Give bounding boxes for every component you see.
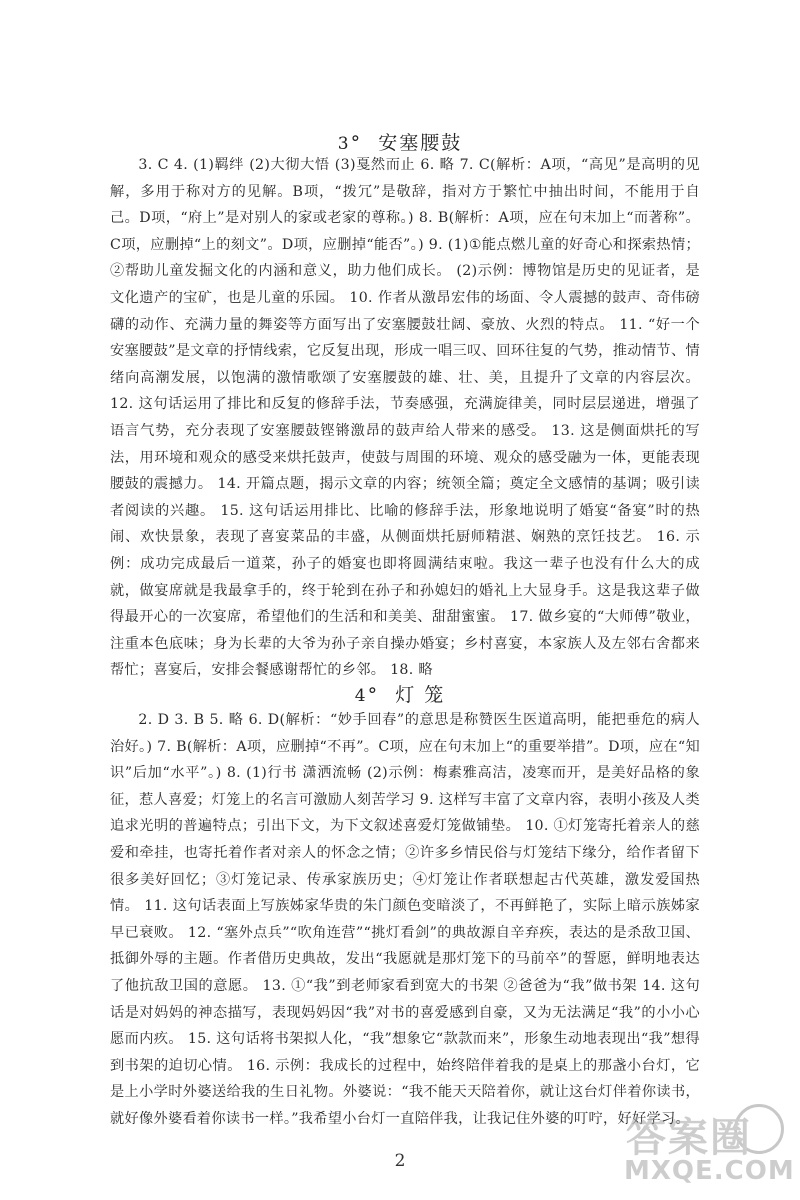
- section-3-title-text: 安塞腰鼓: [378, 132, 463, 154]
- watermark-url: MXQE.COM: [624, 1156, 795, 1186]
- section-3-title: 3° 安塞腰鼓: [337, 132, 463, 154]
- section-4-number: 4: [354, 686, 368, 706]
- page-number: 2: [394, 1151, 406, 1171]
- section-4-title-text: 灯 笼: [395, 684, 446, 706]
- watermark-logo: [622, 1098, 795, 1193]
- section-3-number: 3: [337, 134, 351, 154]
- watermark-text: 答案圈: [626, 1115, 752, 1161]
- section-4-answers: 2. D 3. B 5. 略 6. D(解析：“妙手回春”的意思是称赞医生医道高明，能把垂危的病人治好。) 7. B(解析：A项，应删掉“不再”。C项，应在句末加上“的重要举措”。D项，应在“知识”后加“水平”。) 8. (1)行书 潇洒流畅 (2)示例：梅素雅高洁，凌寒而开，是美好品格的象征，惹人喜爱；灯笼上的名言可激励人刻苦学习 9. 这样写丰富了文章内容，表明小孩及人类追求光明的普遍特点；引出下文，为下文叙述喜爱灯笼做铺垫。 10. ①灯笼寄托着亲人的慈爱和牵挂，也寄托着作者对亲人的怀念之情；②许多乡情民俗与灯笼结下缘分，给作者留下很多美好回忆；③灯笼记录、传承家族历史；④灯笼让作者联想起古代英雄，激发爱国热情。 11. 这句话表面上写族姊家华贵的朱门颜色变暗淡了，不再鲜艳了，实际上暗示族姊家早已衰败。 12. “塞外点兵”“吹角连营”“挑灯看剑”的典故源自辛弃疾，表达的是杀敌卫国、抵御外辱的主题。作者借历史典故，发出“我愿就是那灯笼下的马前卒”的誓愿，鲜明地表达了他抗敌卫国的意愿。 13. ①“我”到老师家看到宽大的书架 ②爸爸为“我”做书架 14. 这句话是对妈妈的神态描写，表现妈妈因“我”对书的喜爱感到自豪，又为无法满足“我”的小小心愿而内疚。 15. 这句话将书架拟人化，“我”想象它“款款而来”，形象生动地表现出“我”想得到书架的迫切心情。 16. 示例：我成长的过程中，始终陪伴着我的是桌上的那盏小台灯，它是上小学时外婆送给我的生日礼物。外婆说：“我不能天天陪着你，就让这台灯伴着你读书，就好像外婆看着你读书一样。”我希望小台灯一直陪伴我，让我记住外婆的叮咛，好好学习。: [110, 712, 700, 1127]
- section-3-answers: 3. C 4. (1)羁绊 (2)大彻大悟 (3)戛然而止 6. 略 7. C(解析：A项，“高见”是高明的见解，多用于称对方的见解。B项，“拨冗”是敬辞，指对方于繁忙中抽出时间，不能用于自己。D项，“府上”是对别人的家或老家的尊称。) 8. B(解析：A项，应在句末加上“而著称”。C项，应删掉“上的刻文”。D项，应删掉“能否”。) 9. (1)①能点燃儿童的好奇心和探索热情；②帮助儿童发掘文化的内涵和意义，助力他们成长。 (2)示例：博物馆是历史的见证者，是文化遗产的宝矿，也是儿童的乐园。 10. 作者从激昂宏伟的场面、令人震撼的鼓声、奇伟磅礴的动作、充满力量的舞姿等方面写出了安塞腰鼓壮阔、豪放、火烈的特点。 11. “好一个安塞腰鼓”是文章的抒情线索，它反复出现，形成一唱三叹、回环往复的气势，推动情节、情绪向高潮发展，以饱满的激情歌颂了安塞腰鼓的雄、壮、美，且提升了文章的内容层次。 12. 这句话运用了排比和反复的修辞手法，节奏感强，充满旋律美，同时层层递进，增强了语言气势，充分表现了安塞腰鼓铿锵激昂的鼓声给人带来的感受。 13. 这是侧面烘托的写法，用环境和观众的感受来烘托鼓声，使鼓与周围的环境、观众的感受融为一体，更能表现腰鼓的震撼力。 14. 开篇点题，揭示文章的内容；统领全篇；奠定全文感情的基调；吸引读者阅读的兴趣。 15. 这句话运用排比、比喻的修辞手法，形象地说明了婚宴“备宴”时的热闹、欢快景象，表现了喜宴菜品的丰盛，从侧面烘托厨师精湛、娴熟的烹饪技艺。 16. 示例：成功完成最后一道菜，孙子的婚宴也即将圆满结束啦。我这一辈子也没有什么大的成就，做宴席就是我最拿手的，终于轮到在孙子和孙媳妇的婚礼上大显身手。这是我这辈子做得最开心的一次宴席，希望他们的生活和和美美、甜甜蜜蜜。 17. 做乡宴的“大师傅”敬业，注重本色底味；身为长辈的大爷为孙子亲自操办婚宴；乡村喜宴，本家族人及左邻右舍都来帮忙；喜宴后，安排会餐感谢帮忙的乡邻。 18. 略: [110, 157, 700, 679]
- section-4-title: 4° 灯 笼: [354, 684, 446, 706]
